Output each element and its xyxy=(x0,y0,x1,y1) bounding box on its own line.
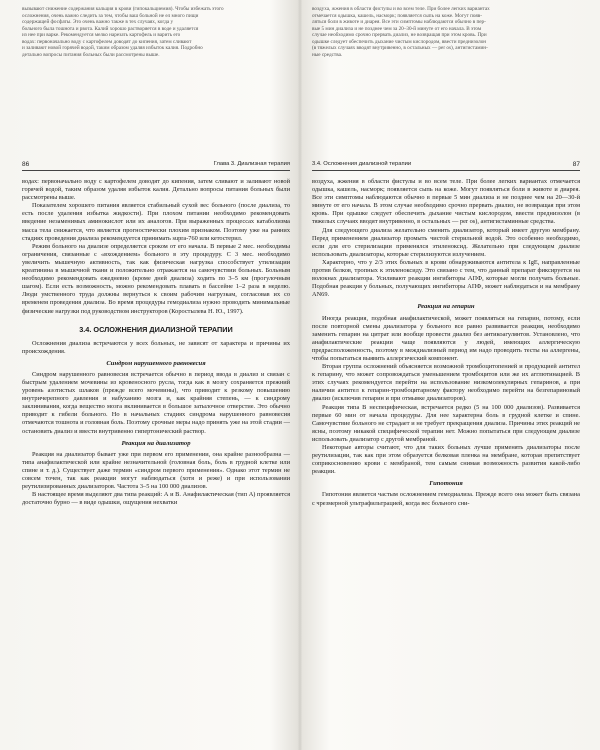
subsection-heading: Синдром нарушенного равновесия xyxy=(106,359,206,367)
strip-line: вызывают снижение содержания кальция в крови (гипокальциемия). Чтобы избежать этого xyxy=(22,6,224,12)
previous-page-strip-left xyxy=(22,6,290,58)
section-heading: 3.4. ОСЛОЖНЕНИЯ ДИАЛИЗНОЙ ТЕРАПИИ xyxy=(79,324,233,334)
right-page-number: 87 xyxy=(572,161,580,168)
left-page-number: 86 xyxy=(22,161,30,168)
strip-line: вые 5 мин диализа и не позднее чем за 20–30-й минуте от его начала. В этом xyxy=(312,25,482,32)
right-running-title: 3.4. Осложнения диализной терапии xyxy=(312,161,412,167)
strip-line: ные средства. xyxy=(312,51,343,58)
strip-line: водах: первоначально воду с картофелем доводят до кипения, затем сливают xyxy=(22,38,192,45)
subsection-heading: Реакция на гепарин xyxy=(417,303,475,311)
paragraph: Для следующего диализа желательно сменить диализатор, который имеет другую мембрану. Перед применением диализатор промыть чистой стерильной водой. Это особенно необходимо, если для его стерилизации применялся этиленоксид. Желательно при следующем диализе использовать диализаторы, которые стерилизуются излучением. xyxy=(312,226,580,258)
strip-line: воздуха, жжения в области фистулы и во всем теле. При более легких вариантах xyxy=(312,6,490,12)
strip-line: случае необходимо срочно прервать диализ, не возвращая при этом кровь. При xyxy=(312,32,487,38)
strip-line: больного была тошнота и рвота. Калий хорошо растворяется в воде и удаляется xyxy=(22,25,199,32)
left-running-title: Глава 3. Диализная терапия xyxy=(213,161,290,167)
strip-line: детально вопросы питания больных были рассмотрены выше. xyxy=(22,51,160,58)
paragraph: В настоящее время выделяют два типа реакций: А и В. Анафилактическая (тип А) проявляется достаточно бурно — в виде одышки, ощущения нехватки xyxy=(22,491,290,507)
paragraph: водах: первоначально воду с картофелем доводят до кипения, затем сливают и заливают новой горячей водой, таким образом удаляя избыток калия. Детально вопросы питания больных были рассмотрены выше. xyxy=(22,178,290,202)
paragraph: Синдром нарушенного равновесия встречается обычно в период ввода в диализ и связан с быстрым удалением мочевины из кровеносного русла, тогда как в мозгу сохраняется прежний уровень азотистых шлаков (прежде всего мочевины), что приводит к резкому повышению внутричерепного давления и набуханию мозга и, как крайняя степень, — к синдрому заклинивания, когда вещество мозга вклинивается в большое затылочное отверстие. Это обычно приводит к гибели больного. Но в начальных стадиях синдрома нарушенного равновесия отмечаются тошнота и головная боль. Поэтому срочные меры надо принять уже на этой стадии — остановить диализ и ввести внутривенно гипертонический раствор. xyxy=(22,370,290,435)
paragraph: Гипотония является частым осложнением гемодиализа. Прежде всего она может быть связана с чрезмерной ультрафильтрацией, когда вес больного сни- xyxy=(312,491,580,507)
paragraph: Осложнения диализа встречаются у всех больных, не зависят от характера и причины их происхождения. xyxy=(22,339,290,355)
paragraph: воздуха, жжения в области фистулы и во всем теле. При более легких вариантах отмечается одышка, кашель, насморк; появляется сыпь на коже. Могут появляться боли в животе и диарея. Все эти симптомы наблюдаются обычно в первые 5 мин диализа и не позднее чем на 20—30-й минуте от его начала. В этом случае необходимо срочно прервать диализ, не возвращая при этом кровь. При одышке следует обеспечить дыхание чистым кислородом, ввести преднизолон (в тяжелых случаях вводят внутривенно, в остальных — per os), антигистаминные средства. xyxy=(312,178,580,226)
previous-page-strip-right xyxy=(312,6,580,58)
right-page-body xyxy=(312,178,580,508)
paragraph: Показателем хорошего питания является стабильный сухой вес больного (после диализа, то есть после удаления избытка жидкости). При плохом питании необходимо рекомендовать введение незаменимых аминокислот или их аналогов. При выраженных процессах катаболизма масса тела снижается, что является прогностически плохим признаком. Поэтому уже на ранних стадиях проведения диализа рекомендуется принимать supra-760 или кетостерил. xyxy=(22,202,290,242)
left-running-header xyxy=(22,160,290,171)
subsection-heading: Гипотония xyxy=(429,480,463,488)
strip-line: содержащей фосфаты. Это очень важно также в тех случаях, когда у xyxy=(22,19,174,25)
paragraph: Иногда реакция, подобная анафилактической, может появляться на гепарин, потому, если после повторной смены диализатора у больного все равно развивается реакция, необходимо заменить гепарин на цитрат или вообще провести диализ без антикоагулянтов. Установлено, что анафилактические реакции чаще появляются у людей, имеющих аллергическую предрасположенность, поэтому в междиализный период им надо проводить тесты на аллергены, чтобы попытаться выявить аллергический компонент. xyxy=(312,314,580,362)
paragraph: Реакция на диализатор бывает уже при первом его применении, она крайне разнообразна — типа анафилактической или крайне незначительной (головная боль, боль в грудной клетке или спине и т. д.). Существует даже термин «синдром первого применения». Однако этот термин не совсем точен, так как реакции могут наблюдаться (хотя и реже) и при использовании реутилизированных диализаторов. Частота 3–5 на 100 000 диализов. xyxy=(22,450,290,491)
strip-line: осложнения, очень важно следить за тем, чтобы ваш больной не ел много пищи xyxy=(22,12,199,19)
strip-line: из нее при варке. Рекомендуется мелко нарезать картофель и варить его xyxy=(22,32,181,38)
paragraph: Реакция типа В неспецифическая, встречается редко (5 на 100 000 диализов). Развивается первые 60 мин от начала процедуры. Для нее характерна боль в грудной клетке и спине. Самочувствие больного не страдает и не требует прекращения диализа. Причины этих реакций не ясны, поэтому никакой специфической терапии нет. Можно попытаться при следующем диализе использовать диализатор с другой мембраной. xyxy=(312,403,580,443)
paragraph: Характерно, что у 2/3 этих больных в крови обнаруживаются антитела к IgE, направленные против белков, тропных к этиленоксиду. Это связано с тем, что данный препарат фиксируется на волокнах диализатора. Усиливают реакции ингибиторы АПФ, которые могли получать больные. Подобная реакция у больных, получающих ингибиторы АПФ, может наблюдаться и на мембрану AN69. xyxy=(312,258,580,299)
strip-line: ляться боли в животе и диарея. Все эти симптомы наблюдаются обычно в пер- xyxy=(312,19,486,25)
paragraph: Режим больного на диализе определяется сроком от его начала. В первые 2 мес. необходимы ограничения, связанные с «вхождением» больного в эту процедуру. С 3 мес. необходимо увеличить мышечную активность, так как физическая нагрузка способствует утилизации креатинина в мышечной ткани и положительно отражается на самочувствии больных. Больным необходимо рекомендовать ежедневно (кроме дней диализа) ходить по 3–5 км (прогулочным шагом). Если есть возможность, можно рекомендовать плавать в бассейне 1–2 раза в неделю. Люди умственного труда должны вернуться к своим рабочим нагрузкам, согласовав их со временем проведения диализа. Во время процедуры гемодиализа нужно проводить минимальные физические нагрузки под руководством инструкторов (Коростылева Н. Ю., 1997). xyxy=(22,242,290,315)
subsection-heading: Реакция на диализатор xyxy=(121,439,191,447)
paragraph: Вторая группа осложнений объясняется возможной тромбоцитопенией и продукцией антител к гепарину, что может сопровождаться уменьшением тромбоцитов или же их агглютинацией. В этих случаях рекомендуется перейти на использование низкомолекулярных гепаринов, а при наличии антител к гепарин-тромбоцитарному фактору необходимо перейти на безгепариновый диализ (исключив гепарин и при отмывке диализаторов). xyxy=(312,363,580,403)
strip-line: (в тяжелых случаях вводят внутривенно, в остальных — per os), антигистамин- xyxy=(312,45,488,51)
strip-line: одышке следует обеспечить дыхание чистым кислородом, ввести преднизолон xyxy=(312,38,487,45)
strip-line: и заливают новой горячей водой, таким образом удаляя избыток калия. Подробно xyxy=(22,45,203,51)
paragraph: Некоторые авторы считают, что для таких больных лучше применять диализаторы после реутилизации, так как при этом образуется белковая пленка на мембране, которая препятствует соприкосновению крови с мембраной, тем самым снимая возможность развития какой-либо реакции. xyxy=(312,444,580,476)
left-page-body xyxy=(22,178,290,507)
right-running-header xyxy=(312,160,580,171)
strip-line: отмечается одышка, кашель, насморк; появляется сыпь на коже. Могут появ- xyxy=(312,12,482,19)
